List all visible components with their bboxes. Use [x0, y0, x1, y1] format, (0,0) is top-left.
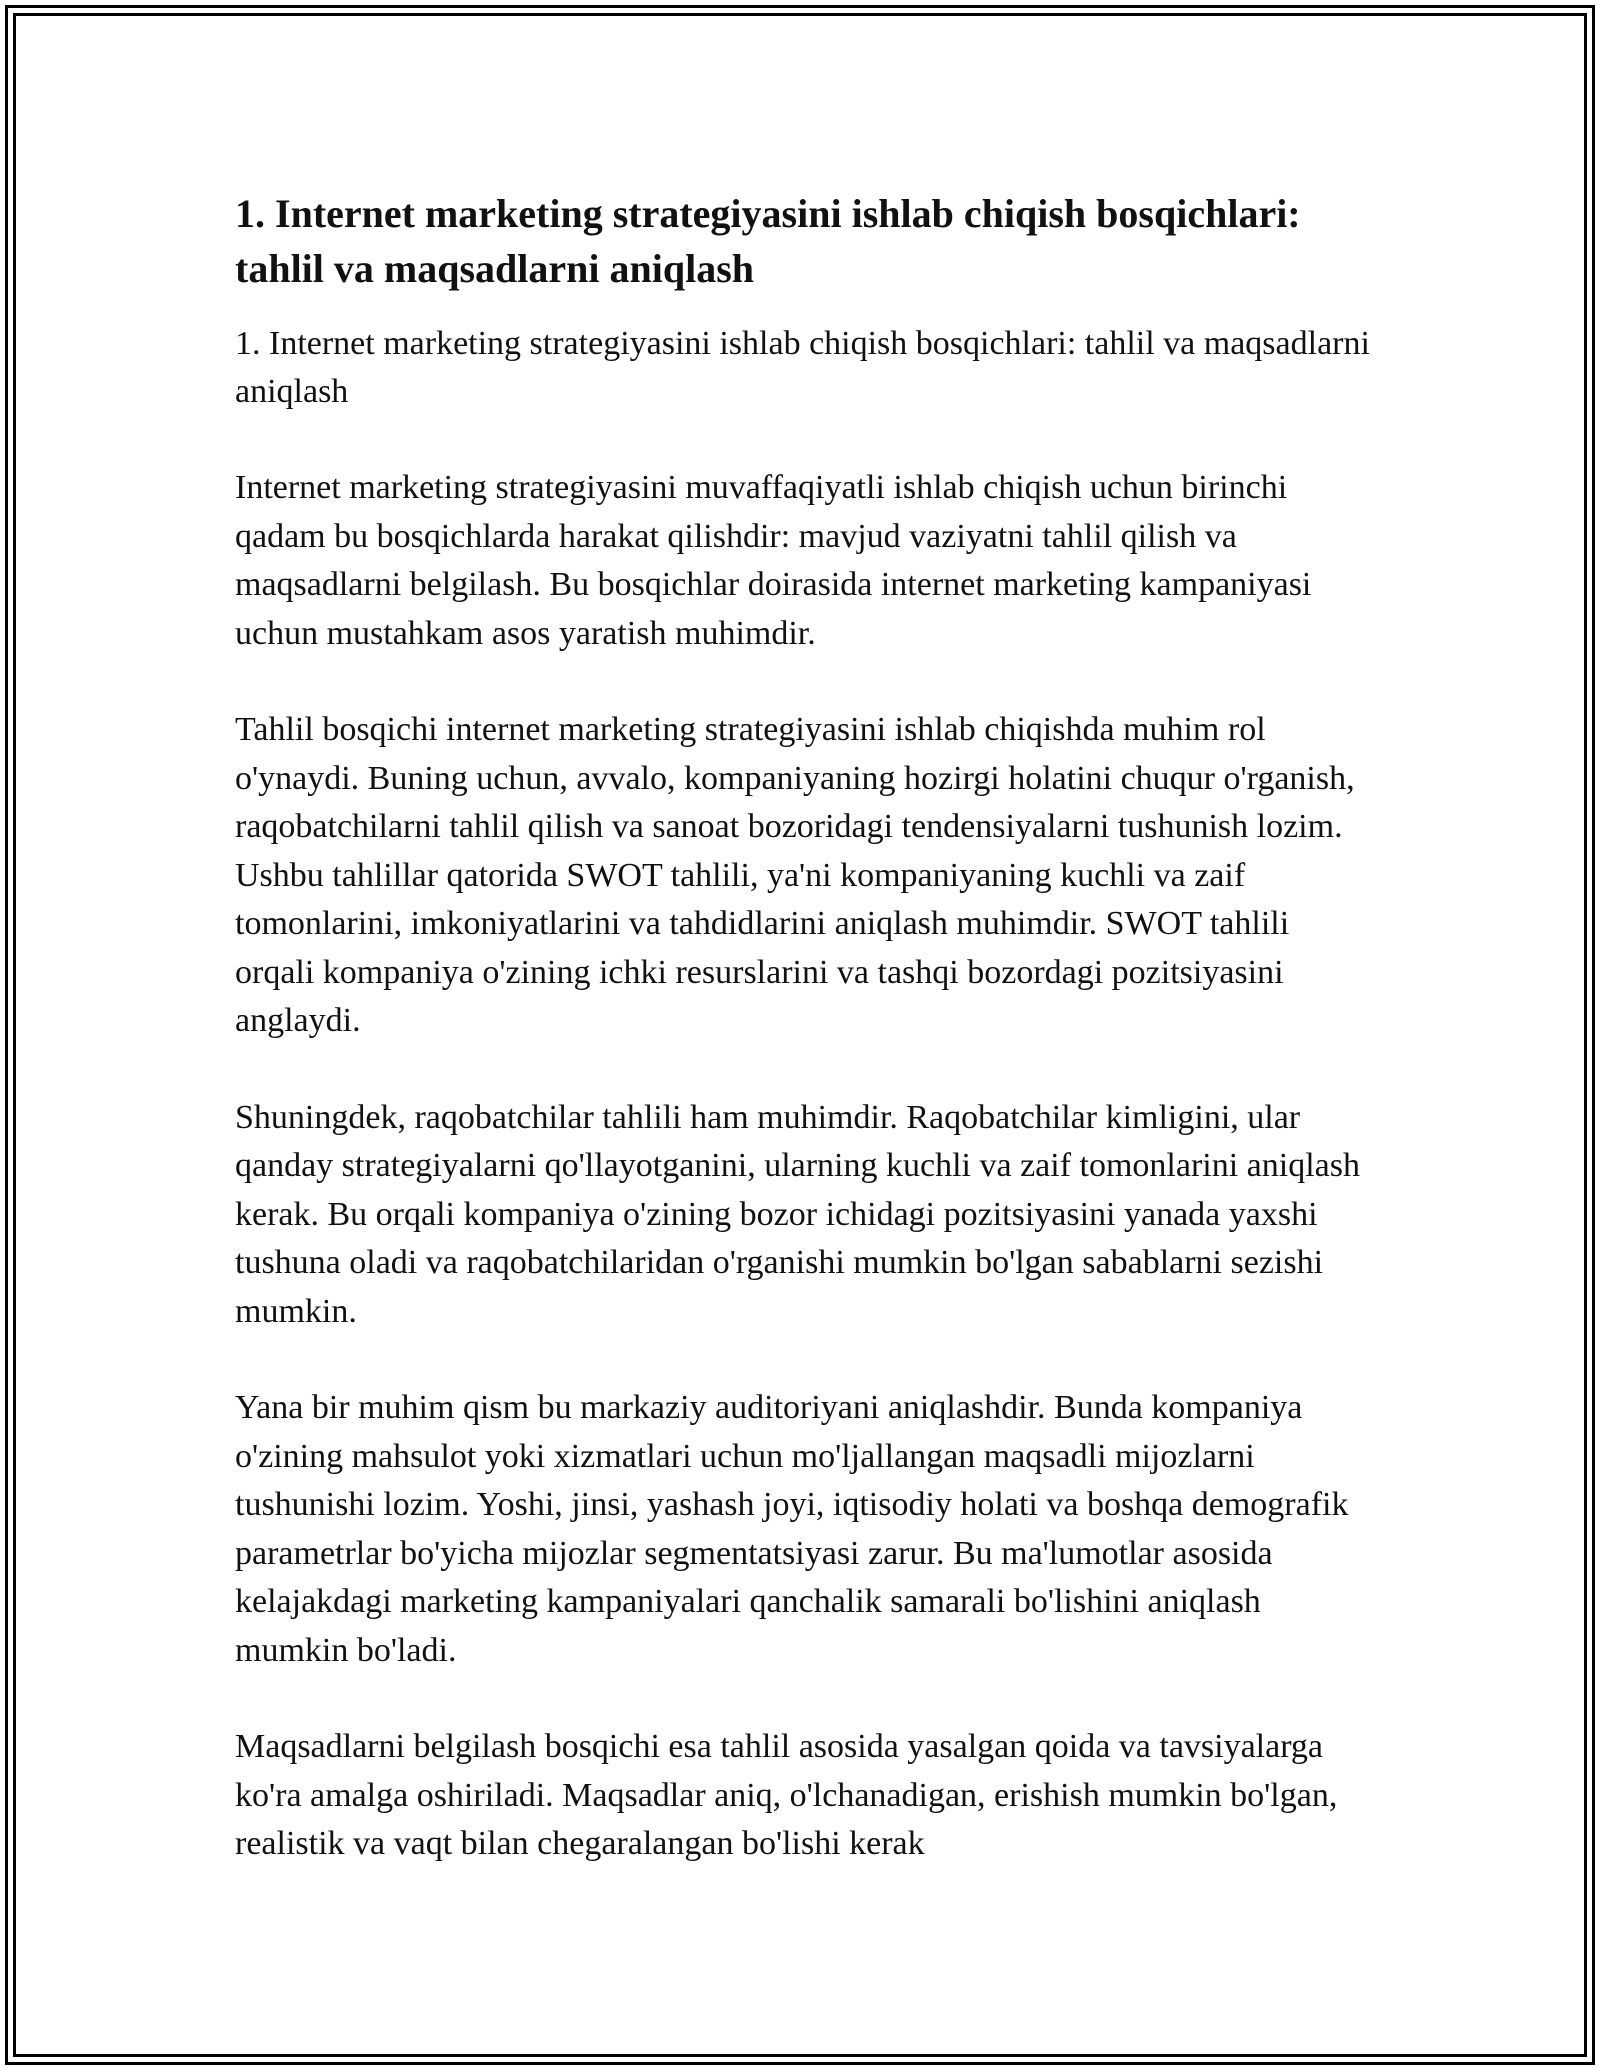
- paragraph-goals: Maqsadlarni belgilash bosqichi esa tahlil asosida yasalgan qoida va tavsiyalarga ko'ra amalga oshiriladi. Maqsadlar aniq, o'lchanadigan, erishish mumkin bo'lgan, realistik va vaqt bilan chegaralangan bo'lishi kerak: [235, 1728, 1338, 1862]
- paragraph-audience: Yana bir muhim qism bu markaziy auditoriyani aniqlashdir. Bunda kompaniya o'zining mahsulot yoki xizmatlari uchun mo'ljallangan maqsadli mijozlarni tushunishi lozim. Yoshi, jinsi, yashash joyi, iqtisodiy holati va boshqa demografik parametrlar bo'yicha mijozlar segmentatsiyasi zarur. Bu ma'lumotlar asosida kelajakdagi marketing kampaniyalari qanchalik samarali bo'lishini aniqlash mumkin bo'ladi.: [235, 1389, 1349, 1669]
- document-title: 1. Internet marketing strategiyasini ishlab chiqish bosqichlari: tahlil va maqsadlarni aniqlash: [235, 191, 1301, 291]
- paragraph-intro: Internet marketing strategiyasini muvaffaqiyatli ishlab chiqish uchun birinchi qadam bu bosqichlarda harakat qilishdir: mavjud vaziyatni tahlil qilish va maqsadlarni belgilash. Bu bosqichlar doirasida internet marketing kampaniyasi uchun mustahkam asos yaratish muhimdir.: [235, 469, 1312, 652]
- paragraph-analysis: Tahlil bosqichi internet marketing strategiyasini ishlab chiqishda muhim rol o'ynaydi. Buning uchun, avvalo, kompaniyaning hozirgi holatini chuqur o'rganish, raqobatchilarni tahlil qilish va sanoat bozoridagi tendensiyalarni tushunish lozim. Ushbu tahlillar qatorida SWOT tahlili, ya'ni kompaniyaning kuchli va zaif tomonlarini, imkoniyatlarini va tahdidlarini aniqlash muhimdir. SWOT tahlili orqali kompaniya o'zining ichki resurslarini va tashqi bozordagi pozitsiyasini anglaydi.: [235, 711, 1355, 1039]
- document-body: [235, 186, 1375, 1869]
- document-subtitle: 1. Internet marketing strategiyasini ishlab chiqish bosqichlari: tahlil va maqsadlarni aniqlash: [235, 325, 1370, 410]
- paragraph-competitors: Shuningdek, raqobatchilar tahlili ham muhimdir. Raqobatchilar kimligini, ular qanday strategiyalarni qo'llayotganini, ularning kuchli va zaif tomonlarini aniqlash kerak. Bu orqali kompaniya o'zining bozor ichidagi pozitsiyasini yanada yaxshi tushuna oladi va raqobatchilaridan o'rganishi mumkin bo'lgan sabablarni sezishi mumkin.: [235, 1098, 1360, 1330]
